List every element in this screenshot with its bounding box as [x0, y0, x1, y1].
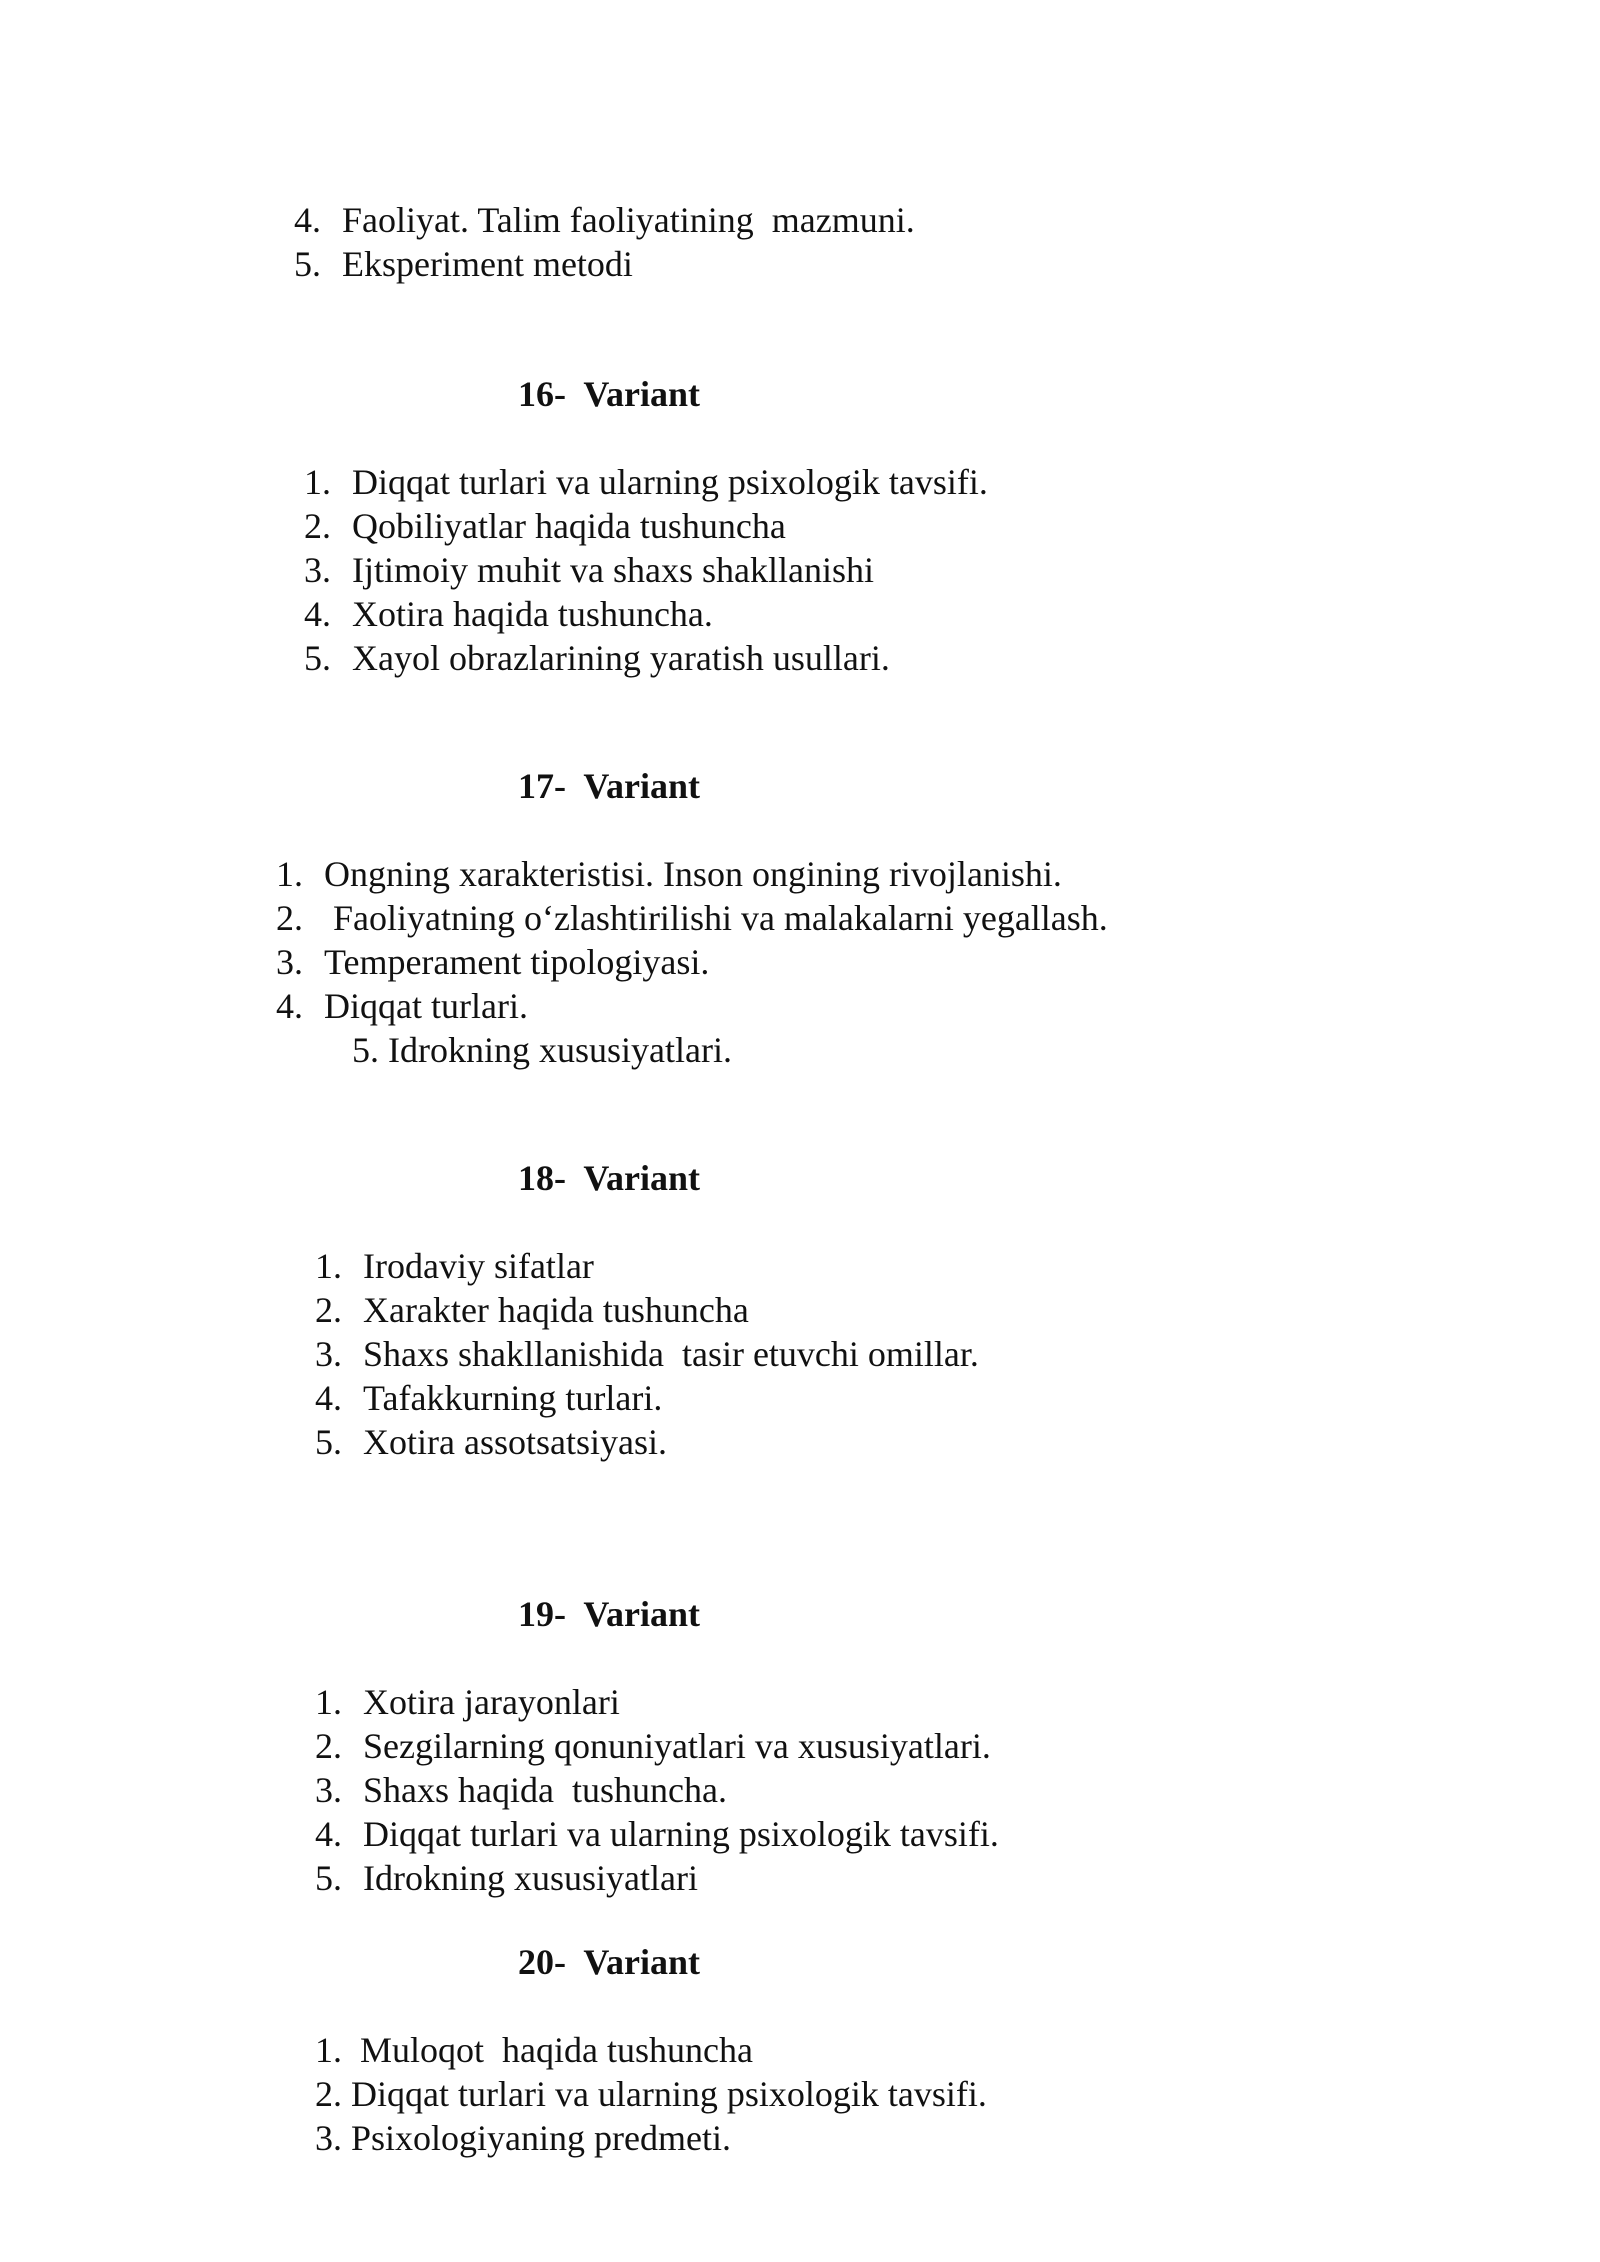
- variant-heading: 16- Variant: [518, 374, 701, 414]
- item-number: 2.: [315, 2074, 342, 2114]
- item-number: 4.: [315, 1378, 342, 1418]
- item-number: 5.: [294, 244, 321, 284]
- item-text: Shaxs shakllanishida tasir etuvchi omillar.: [363, 1334, 979, 1374]
- item-text: Xotira assotsatsiyasi.: [363, 1422, 667, 1462]
- item-text: Irodaviy sifatlar: [363, 1246, 594, 1286]
- item-number: 4.: [304, 594, 331, 634]
- item-text: Qobiliyatlar haqida tushuncha: [352, 506, 786, 546]
- item-text: Temperament tipologiyasi.: [324, 942, 710, 982]
- item-text: Faoliyat. Talim faoliyatining mazmuni.: [342, 200, 915, 240]
- variant-heading: 20- Variant: [518, 1942, 701, 1982]
- item-text: Xayol obrazlarining yaratish usullari.: [352, 638, 890, 678]
- item-number: 1.: [304, 462, 331, 502]
- item-text: Muloqot haqida tushuncha: [351, 2030, 753, 2070]
- list-item: [279, 1812, 698, 1944]
- list-item: [279, 2072, 731, 2204]
- item-number: 2.: [304, 506, 331, 546]
- list-item: [268, 592, 890, 724]
- variant-heading: 19- Variant: [518, 1594, 701, 1634]
- item-number: 1.: [315, 1246, 342, 1286]
- item-number: 3.: [304, 550, 331, 590]
- item-number: 2.: [276, 898, 303, 938]
- item-text: Sezgilarning qonuniyatlari va xususiyatlari.: [363, 1726, 991, 1766]
- item-text: Diqqat turlari va ularning psixologik tavsifi.: [363, 1814, 999, 1854]
- list-item: [258, 198, 633, 330]
- item-text: Shaxs haqida tushuncha.: [363, 1770, 727, 1810]
- item-text: Idrokning xususiyatlari: [363, 1858, 698, 1898]
- item-number: 5.: [315, 1858, 342, 1898]
- list-item: [279, 1376, 667, 1508]
- item-text: Diqqat turlari.: [324, 986, 528, 1026]
- item-number: 3.: [315, 1770, 342, 1810]
- item-text: Xarakter haqida tushuncha: [363, 1290, 749, 1330]
- item-text: Psixologiyaning predmeti.: [351, 2118, 731, 2158]
- item-text: Ijtimoiy muhit va shaxs shakllanishi: [352, 550, 874, 590]
- list-item: [316, 984, 732, 1116]
- item-text: Eksperiment metodi: [342, 244, 633, 284]
- item-text: Faoliyatning o‘zlashtirilishi va malakalarni yegallash.: [324, 898, 1108, 938]
- item-number: 3.: [315, 1334, 342, 1374]
- item-number: 1.: [315, 2030, 342, 2070]
- item-text: Xotira jarayonlari: [363, 1682, 620, 1722]
- item-number: 3.: [276, 942, 303, 982]
- item-text: Idrokning xususiyatlari.: [388, 1030, 732, 1070]
- variant-heading: 18- Variant: [518, 1158, 701, 1198]
- item-number: 3.: [315, 2118, 342, 2158]
- item-number: 2.: [315, 1290, 342, 1330]
- item-number: 5.: [304, 638, 331, 678]
- item-text: Xotira haqida tushuncha.: [352, 594, 713, 634]
- item-number: 5.: [315, 1422, 342, 1462]
- variant-heading: 17- Variant: [518, 766, 701, 806]
- item-number: 1.: [276, 854, 303, 894]
- item-number: 5.: [352, 1030, 379, 1070]
- item-number: 4.: [276, 986, 303, 1026]
- item-number: 2.: [315, 1726, 342, 1766]
- item-text: Diqqat turlari va ularning psixologik tavsifi.: [351, 2074, 987, 2114]
- item-number: 1.: [315, 1682, 342, 1722]
- item-text: Tafakkurning turlari.: [363, 1378, 663, 1418]
- item-number: 4.: [315, 1814, 342, 1854]
- item-text: Ongning xarakteristisi. Inson ongining rivojlanishi.: [324, 854, 1062, 894]
- item-number: 4.: [294, 200, 321, 240]
- item-text: Diqqat turlari va ularning psixologik tavsifi.: [352, 462, 988, 502]
